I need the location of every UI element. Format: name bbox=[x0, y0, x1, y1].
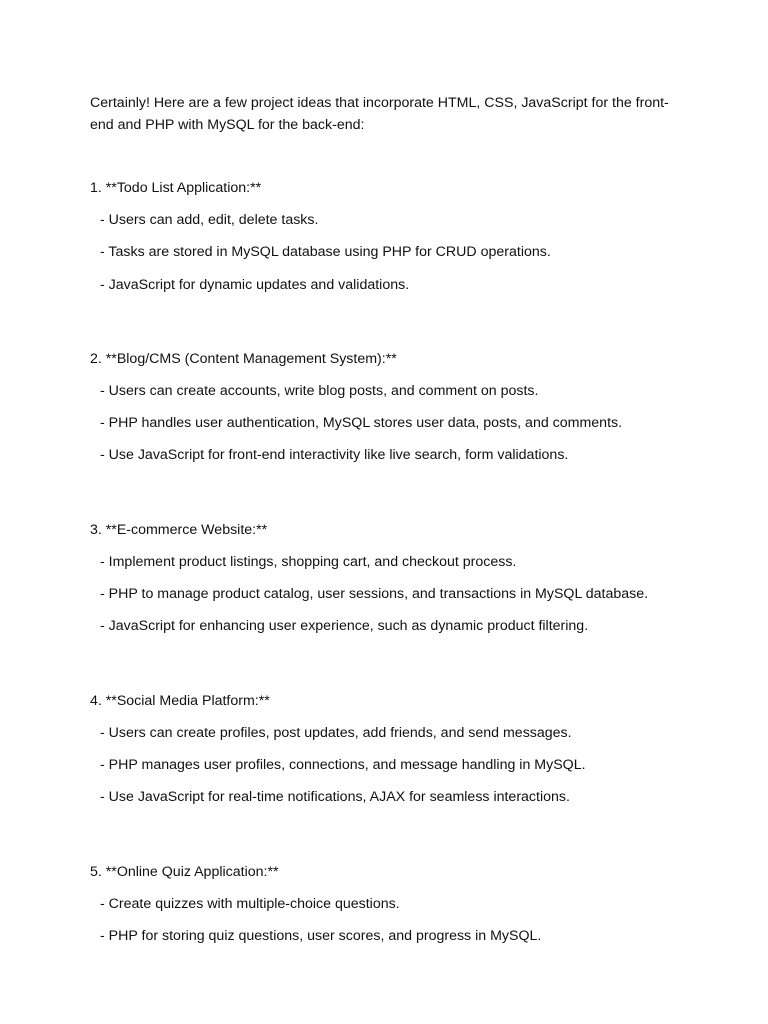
project-bullet: - Users can create profiles, post updates, add friends, and send messages. bbox=[100, 724, 572, 741]
project-item-online-quiz bbox=[90, 861, 690, 958]
project-bullet: - Users can add, edit, delete tasks. bbox=[100, 212, 319, 228]
project-bullet: - Create quizzes with multiple-choice questions. bbox=[100, 895, 400, 912]
project-item-blog-cms bbox=[90, 348, 690, 477]
project-title: 4. **Social Media Platform:** bbox=[90, 692, 270, 709]
project-bullet: - Tasks are stored in MySQL database using PHP for CRUD operations. bbox=[100, 244, 551, 261]
project-bullet: - Users can create accounts, write blog posts, and comment on posts. bbox=[100, 382, 539, 399]
project-bullet: - PHP for storing quiz questions, user scores, and progress in MySQL. bbox=[100, 927, 542, 944]
project-bullet: - JavaScript for enhancing user experience, such as dynamic product filtering. bbox=[100, 618, 589, 635]
document-content bbox=[90, 92, 690, 999]
project-item-social-media bbox=[90, 690, 690, 819]
intro-paragraph: Certainly! Here are a few project ideas that incorporate HTML, CSS, JavaScript for the front-end and PHP with MySQL for the back-end: bbox=[90, 95, 669, 133]
project-bullet: - PHP to manage product catalog, user sessions, and transactions in MySQL database. bbox=[100, 586, 649, 603]
project-title: 2. **Blog/CMS (Content Management System):** bbox=[90, 350, 397, 367]
project-bullet: - Use JavaScript for real-time notifications, AJAX for seamless interactions. bbox=[100, 789, 570, 806]
project-bullet: - Use JavaScript for front-end interactivity like live search, form validations. bbox=[100, 447, 569, 464]
project-bullet: - JavaScript for dynamic updates and validations. bbox=[100, 276, 410, 293]
project-title: 1. **Todo List Application:** bbox=[90, 180, 262, 196]
project-item-todo-list bbox=[90, 177, 690, 306]
project-bullet: - PHP manages user profiles, connections, and message handling in MySQL. bbox=[100, 756, 586, 773]
project-title: 5. **Online Quiz Application:** bbox=[90, 863, 279, 880]
project-item-ecommerce bbox=[90, 519, 690, 648]
project-title: 3. **E-commerce Website:** bbox=[90, 521, 268, 538]
project-bullet: - PHP handles user authentication, MySQL stores user data, posts, and comments. bbox=[100, 415, 623, 432]
project-bullet: - Implement product listings, shopping cart, and checkout process. bbox=[100, 553, 517, 570]
